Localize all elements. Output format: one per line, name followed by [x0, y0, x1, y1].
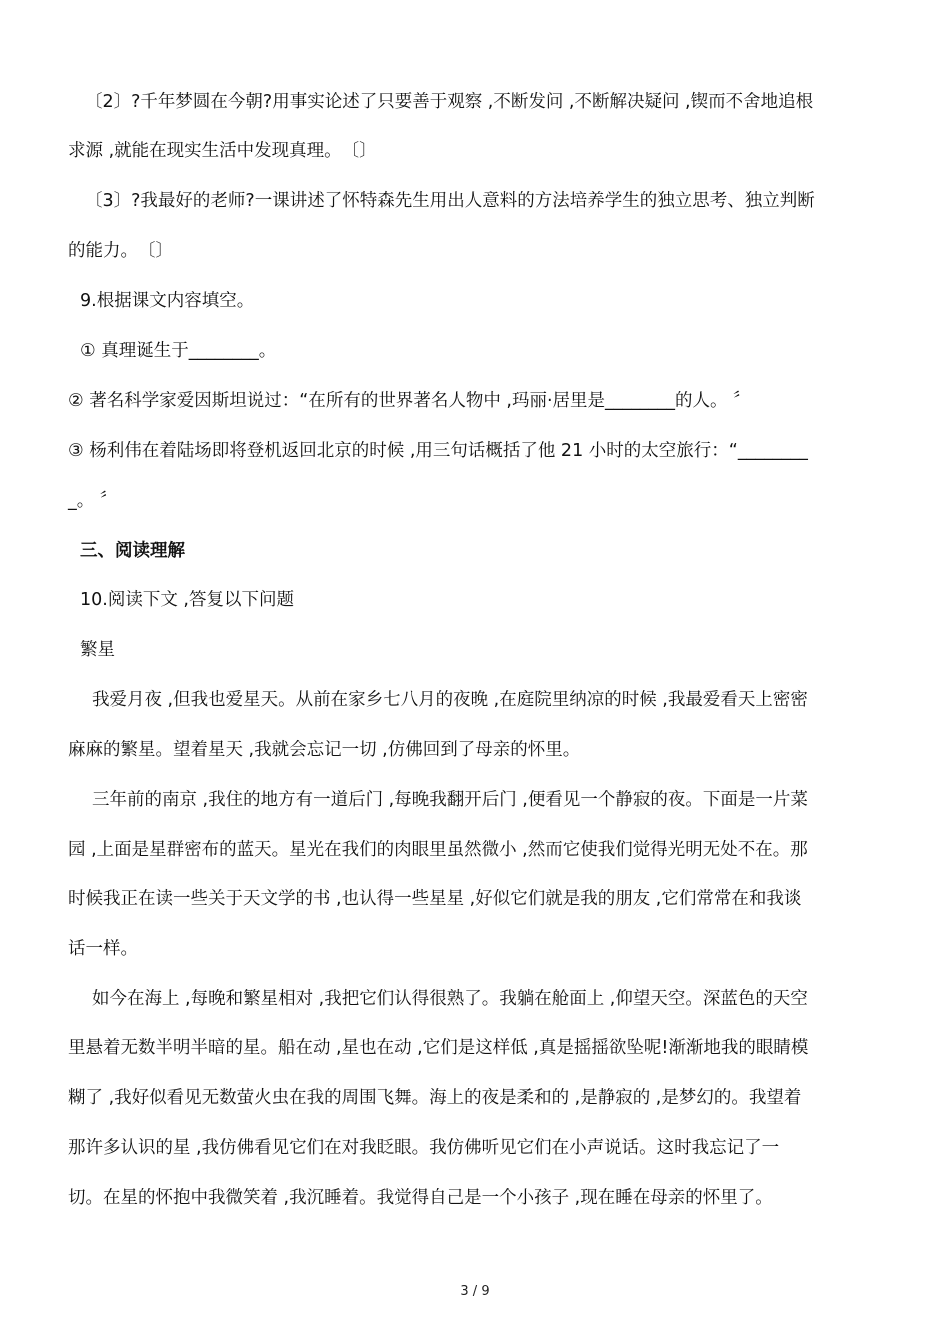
passage-paragraph-3-line-3: 糊了 ,我好似看见无数萤火虫在我的周围飞舞。海上的夜是柔和的 ,是静寂的 ,是梦幻的。我望着 [68, 1088, 802, 1108]
passage-paragraph-2-line-1: 三年前的南京 ,我住的地方有一道后门 ,每晚我翻开后门 ,便看见一个静寂的夜。下面是一片菜 [92, 790, 808, 810]
section-heading-reading: 三、阅读理解 [80, 541, 185, 561]
question-8-2-line-2: 求源 ,就能在现实生活中发现真理。 〔〕 [68, 141, 377, 161]
page-number: 3 / 9 [460, 1284, 490, 1299]
fill-blank-3-line-2: _。 〞 [68, 491, 118, 511]
passage-paragraph-1-line-2: 麻麻的繁星。望着星天 ,我就会忘记一切 ,仿佛回到了母亲的怀里。 [68, 740, 581, 760]
passage-paragraph-2-line-3: 时候我正在读一些关于天文学的书 ,也认得一些星星 ,好似它们就是我的朋友 ,它们常常在和我谈 [68, 889, 802, 909]
passage-paragraph-3-line-2: 里悬着无数半明半暗的星。船在动 ,星也在动 ,它们是这样低 ,真是摇摇欲坠呢!渐渐地我的眼睛模 [68, 1038, 809, 1058]
passage-title: 繁星 [80, 640, 115, 660]
question-8-3-line-1: 〔3〕?我最好的老师?一课讲述了怀特森先生用出人意料的方法培养学生的独立思考、独立判断 [85, 191, 815, 211]
passage-paragraph-3-line-1: 如今在海上 ,每晚和繁星相对 ,我把它们认得很熟了。我躺在舱面上 ,仰望天空。深蓝色的天空 [92, 989, 808, 1009]
passage-paragraph-2-line-2: 园 ,上面是星群密布的蓝天。星光在我们的肉眼里虽然微小 ,然而它使我们觉得光明无处不在。那 [68, 840, 808, 860]
passage-paragraph-2-line-4: 话一样。 [68, 939, 138, 959]
question-9-heading: 9.根据课文内容填空。 [80, 291, 255, 311]
fill-blank-2: ② 著名科学家爱因斯坦说过：“在所有的世界著名人物中 ,玛丽·居里是________的人。 〞 [68, 391, 751, 411]
passage-paragraph-1-line-1: 我爱月夜 ,但我也爱星天。从前在家乡七八月的夜晚 ,在庭院里纳凉的时候 ,我最爱看天上密密 [92, 690, 808, 710]
question-10-heading: 10.阅读下文 ,答复以下问题 [80, 590, 294, 610]
question-8-2-line-1: 〔2〕?千年梦圆在今朝?用事实论述了只要善于观察 ,不断发问 ,不断解决疑问 ,锲而不舍地追根 [85, 92, 814, 112]
question-8-3-line-2: 的能力。 〔〕 [68, 241, 173, 261]
fill-blank-3-line-1: ③ 杨利伟在着陆场即将登机返回北京的时候 ,用三句话概括了他 21 小时的太空旅行：“________ [68, 441, 808, 461]
passage-paragraph-3-line-5: 切。在星的怀抱中我微笑着 ,我沉睡着。我觉得自己是一个小孩子 ,现在睡在母亲的怀里了。 [68, 1188, 773, 1208]
fill-blank-1: ① 真理诞生于________。 [80, 341, 277, 361]
passage-paragraph-3-line-4: 那许多认识的星 ,我仿佛看见它们在对我眨眼。我仿佛听见它们在小声说话。这时我忘记了一 [68, 1138, 780, 1158]
